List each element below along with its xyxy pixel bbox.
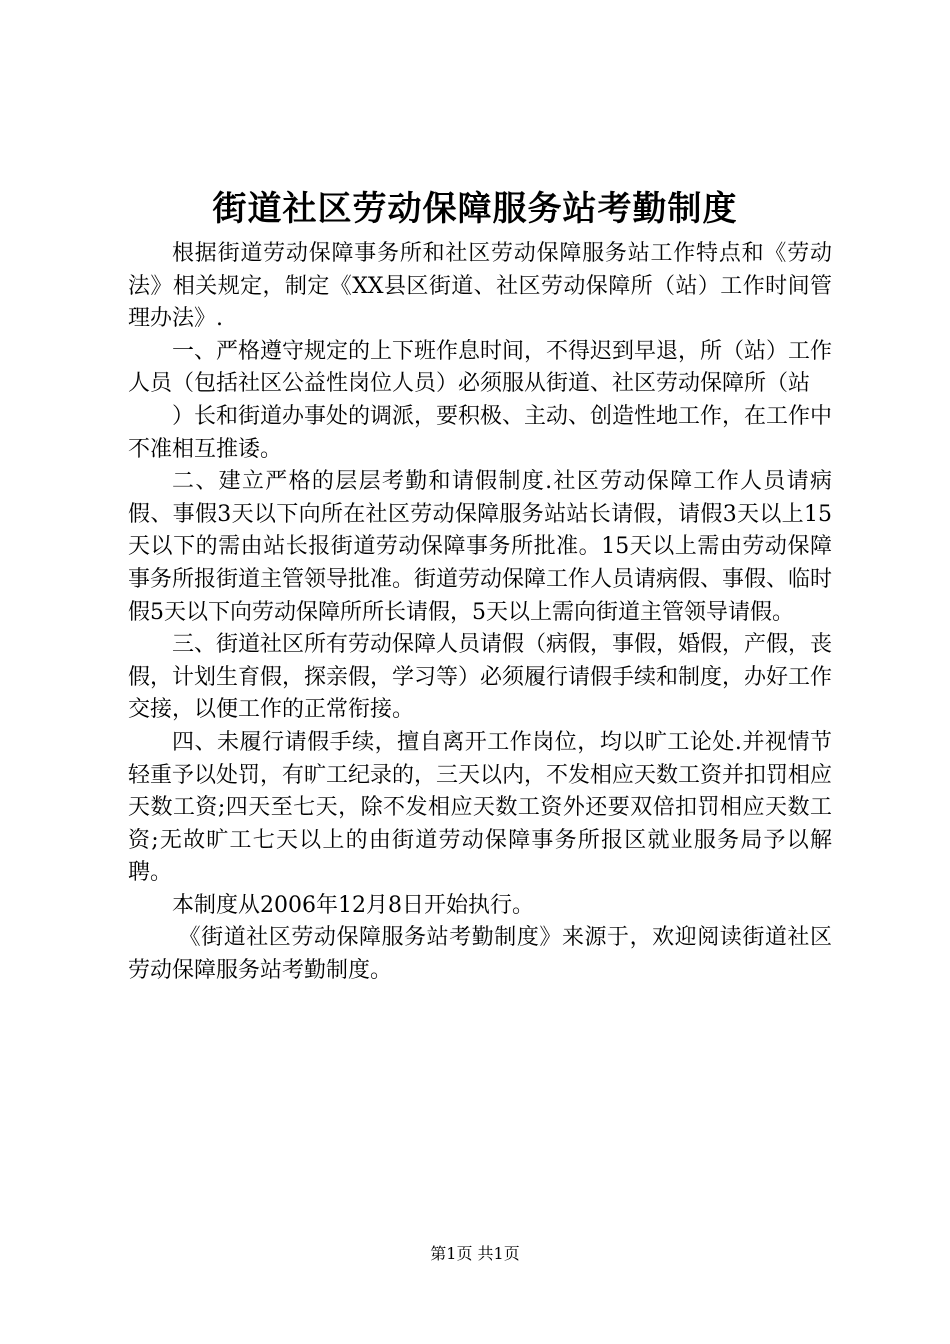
paragraph-rule-1: 一、严格遵守规定的上下班作息时间，不得迟到早退，所（站）工作人员（包括社区公益性岗位人员）必须服从街道、社区劳动保障所（站 — [128, 338, 833, 397]
document-title: 街道社区劳动保障服务站考勤制度 — [212, 189, 738, 229]
paragraph-effective-date: 本制度从2006年12月8日开始执行。 — [172, 892, 534, 918]
paragraph-rule-2: 二、建立严格的层层考勤和请假制度.社区劳动保障工作人员请病假、事假3天以下向所在社区劳动保障服务站站长请假，请假3天以上15天以下的需由站长报街道劳动保障事务所批准。15天以上需由劳动保障事务所报街道主管领导批准。街道劳动保障工作人员请病假、事假、临时假5天以下向劳动保障所所长请假，5天以上需向街道主管领导请假。 — [128, 469, 833, 625]
paragraph-rule-3: 三、街道社区所有劳动保障人员请假（病假，事假，婚假，产假，丧假，计划生育假，探亲假，学习等）必须履行请假手续和制度，办好工作交接，以便工作的正常衔接。 — [128, 632, 833, 723]
paragraph-intro: 根据街道劳动保障事务所和社区劳动保障服务站工作特点和《劳动法》相关规定，制定《XX县区街道、社区劳动保障所（站）工作时间管理办法》. — [128, 241, 832, 332]
document-body — [128, 238, 832, 988]
page-number-footer: 第1页 共1页 — [430, 1244, 520, 1263]
paragraph-rule-4: 四、未履行请假手续，擅自离开工作岗位，均以旷工论处.并视情节轻重予以处罚，有旷工纪录的，三天以内，不发相应天数工资并扣罚相应天数工资;四天至七天，除不发相应天数工资外还要双倍扣罚相应天数工资;无故旷工七天以上的由街道劳动保障事务所报区就业服务局予以解聘。 — [128, 729, 833, 886]
paragraph-rule-1-continued: ）长和街道办事处的调派，要积极、主动、创造性地工作，在工作中不准相互推诿。 — [128, 403, 833, 462]
paragraph-source-note: 《街道社区劳动保障服务站考勤制度》来源于，欢迎阅读街道社区劳动保障服务站考勤制度。 — [128, 925, 832, 984]
